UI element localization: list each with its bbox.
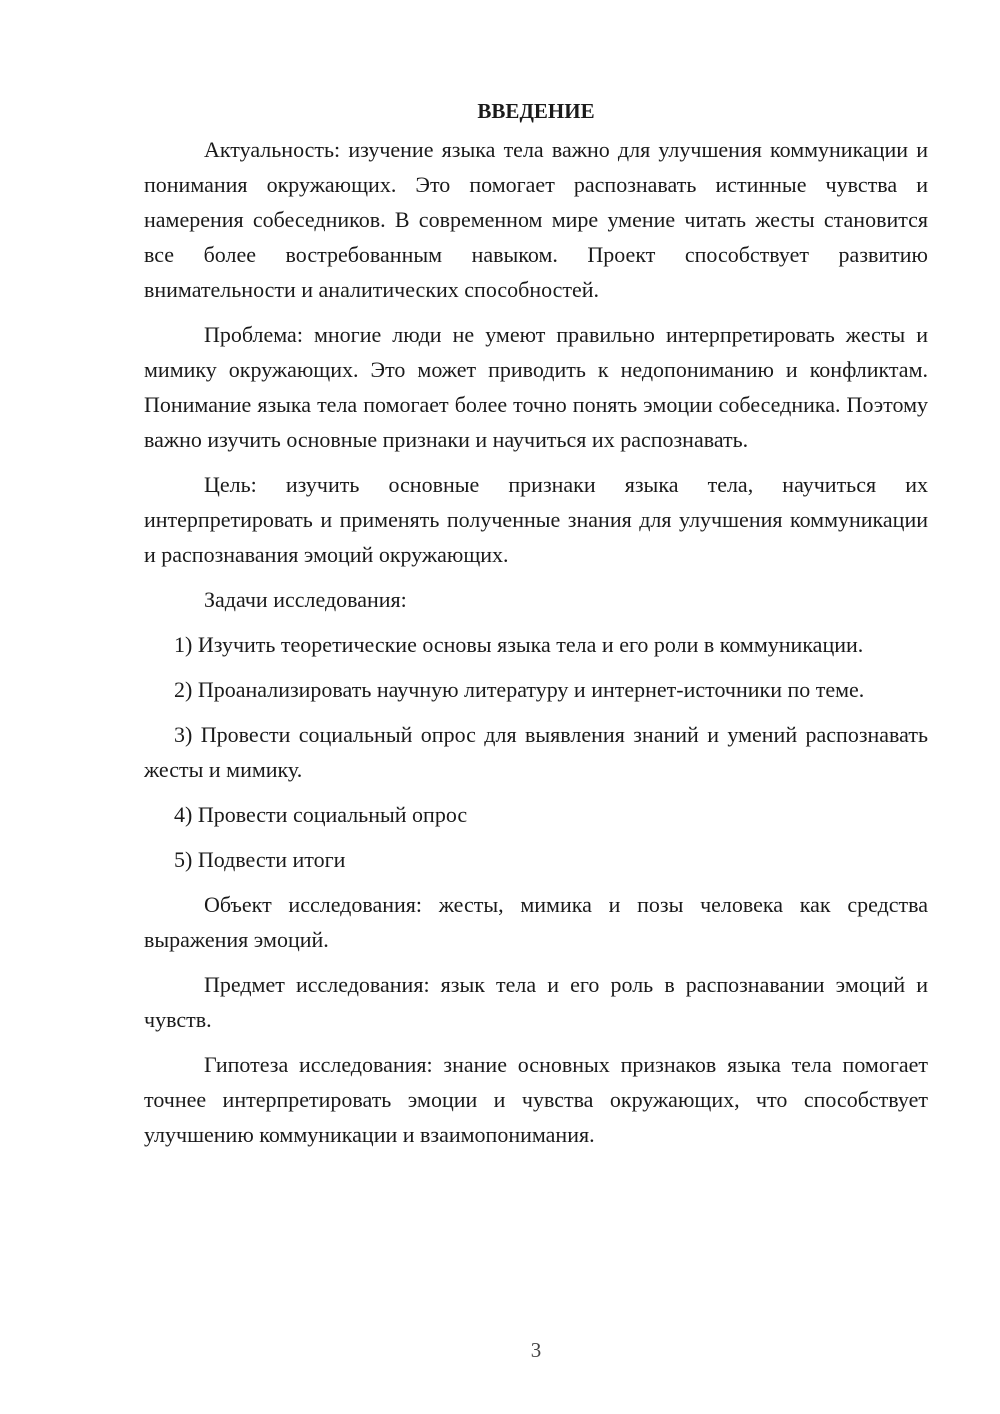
paragraph-goal: Цель: изучить основные признаки языка тела, научиться их интерпретировать и применять полученные знания для улучшения коммуникации и распознавания эмоций окружающих.	[144, 472, 928, 567]
task-item-5: 5) Подвести итоги	[174, 847, 346, 872]
tasks-heading: Задачи исследования:	[204, 587, 407, 612]
paragraph-problem: Проблема: многие люди не умеют правильно интерпретировать жесты и мимику окружающих. Это может приводить к недопониманию и конфликтам. Понимание языка тела помогает более точно понять эмоции собеседника. Поэтому важно изучить основные признаки и научиться их распознавать.	[144, 322, 928, 452]
task-item-2: 2) Проанализировать научную литературу и интернет-источники по теме.	[174, 677, 865, 702]
page-number: 3	[530, 1338, 542, 1362]
task-item-1: 1) Изучить теоретические основы языка тела и его роли в коммуникации.	[174, 632, 864, 657]
task-item-3: 3) Провести социальный опрос для выявления знаний и умений распознавать жесты и мимику.	[144, 722, 928, 782]
paragraph-subject: Предмет исследования: язык тела и его роль в распознавании эмоций и чувств.	[144, 972, 928, 1032]
paragraph-hypothesis: Гипотеза исследования: знание основных признаков языка тела помогает точнее интерпретировать эмоции и чувства окружающих, что способствует улучшению коммуникации и взаимопонимания.	[144, 1052, 928, 1147]
paragraph-relevance: Актуальность: изучение языка тела важно для улучшения коммуникации и понимания окружающих. Это помогает распознавать истинные чувства и намерения собеседников. В современном мире умение читать жесты становится все более востребованным навыком. Проект способствует развитию внимательности и аналитических способностей.	[144, 137, 928, 302]
task-item-4: 4) Провести социальный опрос	[174, 802, 468, 827]
section-title: ВВЕДЕНИЕ	[477, 99, 595, 123]
paragraph-object: Объект исследования: жесты, мимика и позы человека как средства выражения эмоций.	[144, 892, 928, 952]
page-content	[144, 96, 928, 1152]
